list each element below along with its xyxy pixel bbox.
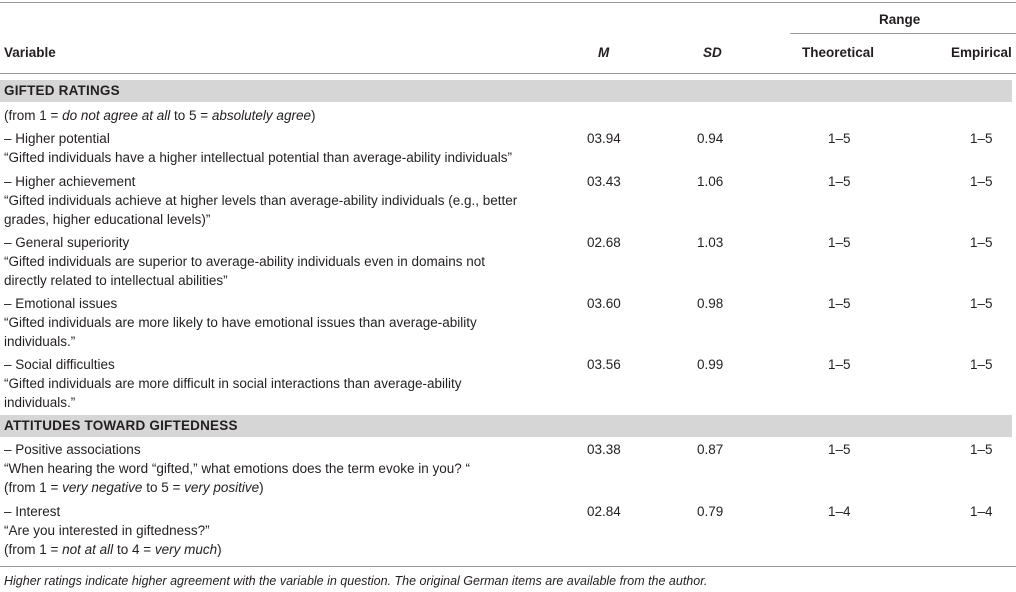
cell-sd: 0.87 [697, 442, 724, 457]
table-row-desc: “Gifted individuals achieve at higher levels than average-ability individuals (e.g., better [4, 193, 518, 208]
table-row-desc: “Gifted individuals are more likely to have emotional issues than average-ability [4, 315, 477, 330]
cell-m: 02.68 [587, 235, 621, 250]
cell-empirical: 1–5 [970, 296, 993, 311]
table-row-desc: individuals.” [4, 334, 76, 349]
section-attitudes [0, 415, 1012, 437]
cell-m: 03.94 [587, 131, 621, 146]
cell-empirical: 1–4 [970, 504, 993, 519]
table-row-desc: “Are you interested in giftedness?” [4, 523, 210, 538]
header-empirical: Empirical [951, 45, 1012, 60]
cell-m: 03.56 [587, 357, 621, 372]
cell-sd: 0.99 [697, 357, 724, 372]
table-row-label: – General superiority [4, 235, 130, 250]
bottom-rule [0, 566, 1016, 567]
table-row-label: – Higher potential [4, 131, 110, 146]
cell-empirical: 1–5 [970, 174, 993, 189]
header-theoretical: Theoretical [802, 45, 875, 60]
cell-theoretical: 1–5 [828, 131, 851, 146]
section-title: ATTITUDES TOWARD GIFTEDNESS [4, 418, 238, 433]
cell-m: 03.38 [587, 442, 621, 457]
table-row-label: – Social difficulties [4, 357, 115, 372]
scale-note: (from 1 = not at all to 4 = very much) [4, 542, 222, 557]
header-variable: Variable [4, 45, 56, 60]
header-sd: SD [703, 45, 722, 60]
cell-sd: 0.79 [697, 504, 724, 519]
cell-m: 03.43 [587, 174, 621, 189]
header-m: M [598, 45, 610, 60]
table-row-desc: directly related to intellectual abilities” [4, 273, 228, 288]
table-row-label: – Positive associations [4, 442, 141, 457]
table-row-desc: “Gifted individuals are more difficult in social interactions than average-ability [4, 376, 462, 391]
cell-sd: 1.06 [697, 174, 724, 189]
cell-empirical: 1–5 [970, 235, 993, 250]
cell-sd: 1.03 [697, 235, 724, 250]
cell-m: 02.84 [587, 504, 621, 519]
cell-sd: 0.94 [697, 131, 724, 146]
cell-empirical: 1–5 [970, 357, 993, 372]
cell-sd: 0.98 [697, 296, 724, 311]
scale-note: (from 1 = do not agree at all to 5 = absolutely agree) [4, 108, 316, 123]
section-gifted-ratings [0, 80, 1012, 102]
header-range: Range [879, 12, 921, 27]
table-row-desc: “Gifted individuals have a higher intellectual potential than average-ability individuals” [4, 150, 513, 165]
table-row-label: – Emotional issues [4, 296, 118, 311]
cell-m: 03.60 [587, 296, 621, 311]
section-title: GIFTED RATINGS [4, 83, 120, 98]
cell-theoretical: 1–5 [828, 174, 851, 189]
table-row-label: – Interest [4, 504, 61, 519]
table-row-desc: “When hearing the word “gifted,” what emotions does the term evoke in you? “ [4, 461, 470, 476]
cell-theoretical: 1–4 [828, 504, 851, 519]
header-rule [0, 73, 1016, 74]
table-footnote: Higher ratings indicate higher agreement with the variable in question. The original German items are available from the author. [4, 574, 708, 588]
table-row-label: – Higher achievement [4, 174, 136, 189]
cell-empirical: 1–5 [970, 442, 993, 457]
cell-empirical: 1–5 [970, 131, 993, 146]
cell-theoretical: 1–5 [828, 235, 851, 250]
table-row-desc: grades, higher educational levels)” [4, 212, 211, 227]
table-row-desc: “Gifted individuals are superior to average-ability individuals even in domains not [4, 254, 486, 269]
top-rule [0, 2, 1016, 3]
scale-note: (from 1 = very negative to 5 = very positive) [4, 480, 264, 495]
cell-theoretical: 1–5 [828, 357, 851, 372]
table-row-desc: individuals.” [4, 395, 76, 410]
range-rule [790, 33, 1016, 34]
cell-theoretical: 1–5 [828, 442, 851, 457]
cell-theoretical: 1–5 [828, 296, 851, 311]
